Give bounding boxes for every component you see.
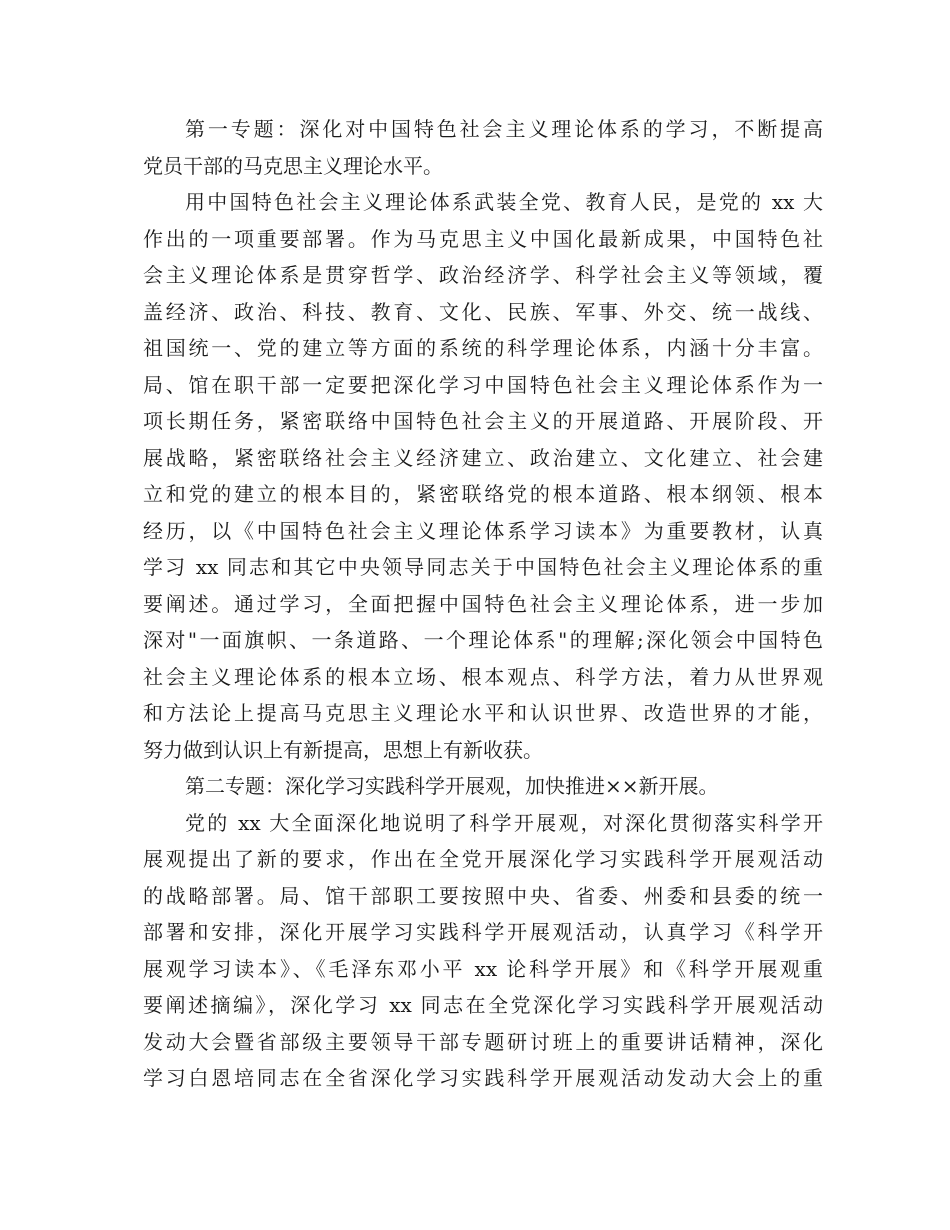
text-line: 展观提出了新的要求，作出在全党开展深化学习实践科学开展观活动 bbox=[143, 847, 823, 871]
text-line: 和方法论上提高马克思主义理论水平和认识世界、改造世界的才能， bbox=[143, 701, 823, 725]
text-line: 学习 xx 同志和其它中央领导同志关于中国特色社会主义理论体系的重 bbox=[143, 555, 823, 579]
text-line: 祖国统一、党的建立等方面的系统的科学理论体系，内涵十分丰富。 bbox=[143, 336, 823, 360]
text-line: 深对"一面旗帜、一条道路、一个理论体系"的理解;深化领会中国特色 bbox=[143, 628, 823, 652]
document-body bbox=[143, 111, 823, 1097]
text-line: 用中国特色社会主义理论体系武装全党、教育人民，是党的 xx 大 bbox=[185, 190, 823, 214]
text-line: 学习白恩培同志在全省深化学习实践科学开展观活动发动大会上的重 bbox=[143, 1066, 823, 1090]
text-line: 展观学习读本》、《毛泽东邓小平 xx 论科学开展》和《科学开展观重 bbox=[143, 956, 823, 981]
text-line: 项长期任务，紧密联络中国特色社会主义的开展道路、开展阶段、开 bbox=[143, 409, 823, 433]
text-line: 经历，以《中国特色社会主义理论体系学习读本》为重要教材，认真 bbox=[143, 518, 823, 543]
text-line: 展战略，紧密联络社会主义经济建立、政治建立、文化建立、社会建 bbox=[143, 445, 823, 470]
text-line: 的战略部署。局、馆干部职工要按照中央、省委、州委和县委的统一 bbox=[143, 883, 823, 908]
text-line: 发动大会暨省部级主要领导干部专题研讨班上的重要讲话精神，深化 bbox=[143, 1029, 823, 1054]
text-line: 盖经济、政治、科技、教育、文化、民族、军事、外交、统一战线、 bbox=[143, 299, 823, 324]
text-line: 第二专题：深化学习实践科学开展观，加快推进××新开展。 bbox=[185, 774, 719, 798]
text-line: 会主义理论体系是贯穿哲学、政治经济学、科学社会主义等领域，覆 bbox=[143, 263, 823, 287]
text-line: 要阐述。通过学习，全面把握中国特色社会主义理论体系，进一步加 bbox=[143, 591, 823, 616]
text-line: 党的 xx 大全面深化地说明了科学开展观，对深化贯彻落实科学开 bbox=[185, 810, 823, 835]
text-line: 第一专题：深化对中国特色社会主义理论体系的学习，不断提高 bbox=[185, 117, 823, 141]
text-line: 局、馆在职干部一定要把深化学习中国特色社会主义理论体系作为一 bbox=[143, 372, 823, 397]
text-line: 立和党的建立的根本目的，紧密联络党的根本道路、根本纲领、根本 bbox=[143, 482, 823, 506]
text-line: 党员干部的马克思主义理论水平。 bbox=[143, 153, 443, 178]
text-line: 部署和安排，深化开展学习实践科学开展观活动，认真学习《科学开 bbox=[143, 920, 823, 944]
text-line: 努力做到认识上有新提高，思想上有新收获。 bbox=[143, 737, 543, 762]
text-line: 作出的一项重要部署。作为马克思主义中国化最新成果，中国特色社 bbox=[143, 226, 823, 251]
text-line: 要阐述摘编》，深化学习 xx 同志在全党深化学习实践科学开展观活动 bbox=[143, 993, 823, 1017]
text-line: 社会主义理论体系的根本立场、根本观点、科学方法，着力从世界观 bbox=[143, 664, 823, 689]
